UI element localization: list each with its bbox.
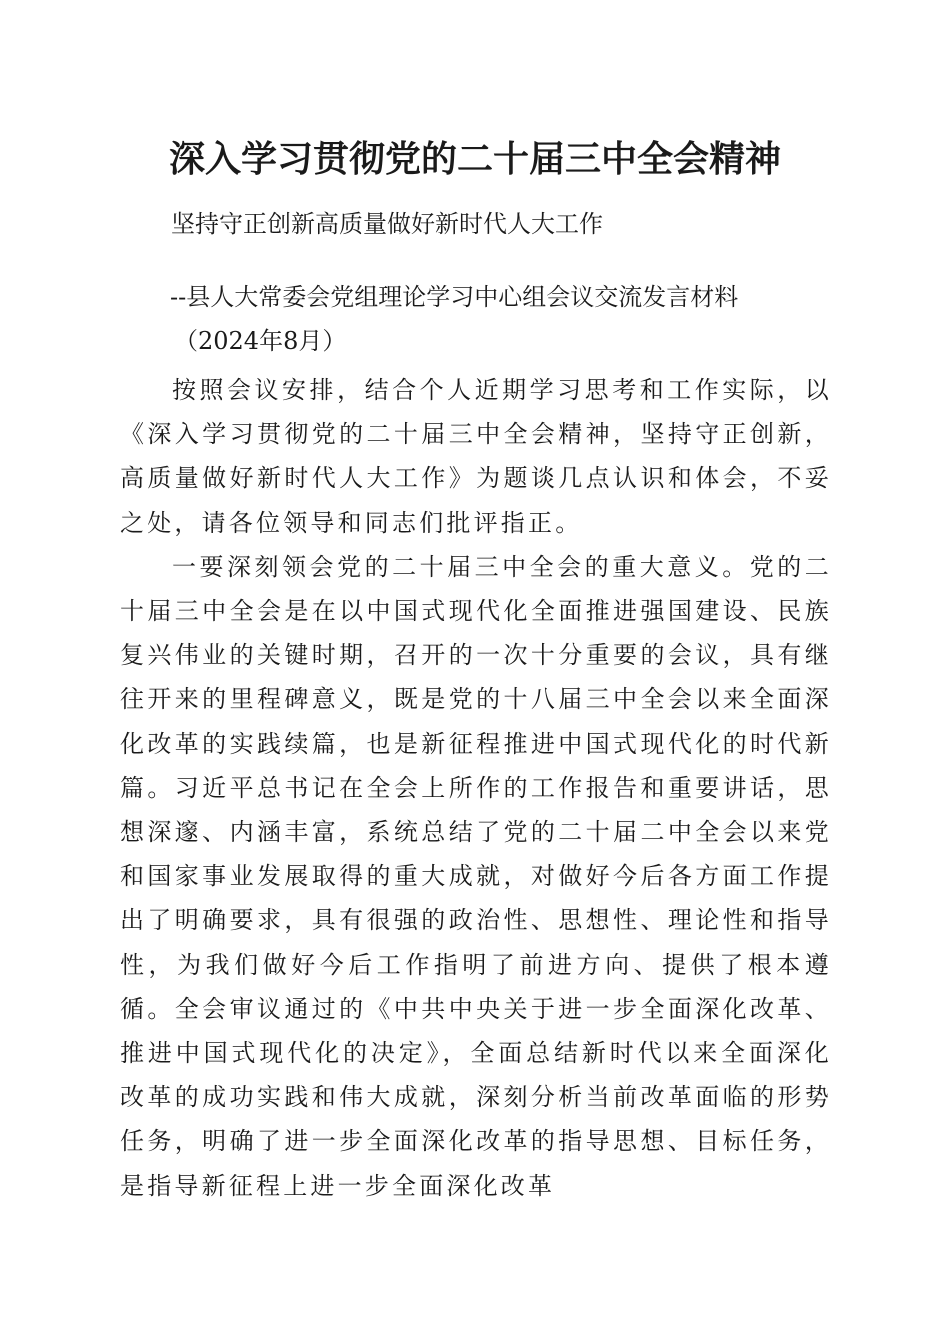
document-date-line: （2024年8月） — [174, 327, 347, 355]
document-source-line: --县人大常委会党组理论学习中心组会议交流发言材料 — [170, 283, 739, 311]
document-body — [120, 368, 832, 1208]
document-title: 深入学习贯彻党的二十届三中全会精神 — [168, 138, 781, 180]
body-paragraph: 一要深刻领会党的二十届三中全会的重大意义。党的二十届三中全会是在以中国式现代化全面推进强国建设、民族复兴伟业的关键时期，召开的一次十分重要的会议，具有继往开来的里程碑意义，既是党的十八届三中全会以来全面深化改革的实践续篇，也是新征程推进中国式现代化的时代新篇。习近平总书记在全会上所作的工作报告和重要讲话，思想深邃、内涵丰富，系统总结了党的二十届二中全会以来党和国家事业发展取得的重大成就，对做好今后各方面工作提出了明确要求，具有很强的政治性、思想性、理论性和指导性，为我们做好今后工作指明了前进方向、提供了根本遵循。全会审议通过的《中共中央关于进一步全面深化改革、推进中国式现代化的决定》，全面总结新时代以来全面深化改革的成功实践和伟大成就，深刻分析当前改革面临的形势任务，明确了进一步全面深化改革的指导思想、目标任务，是指导新征程上进一步全面深化改革 — [120, 552, 832, 1200]
document-subtitle: 坚持守正创新高质量做好新时代人大工作 — [171, 210, 603, 238]
body-paragraph: 按照会议安排，结合个人近期学习思考和工作实际，以《深入学习贯彻党的二十届三中全会精神，坚持守正创新，高质量做好新时代人大工作》为题谈几点认识和体会，不妥之处，请各位领导和同志们批评指正。 — [120, 376, 832, 537]
